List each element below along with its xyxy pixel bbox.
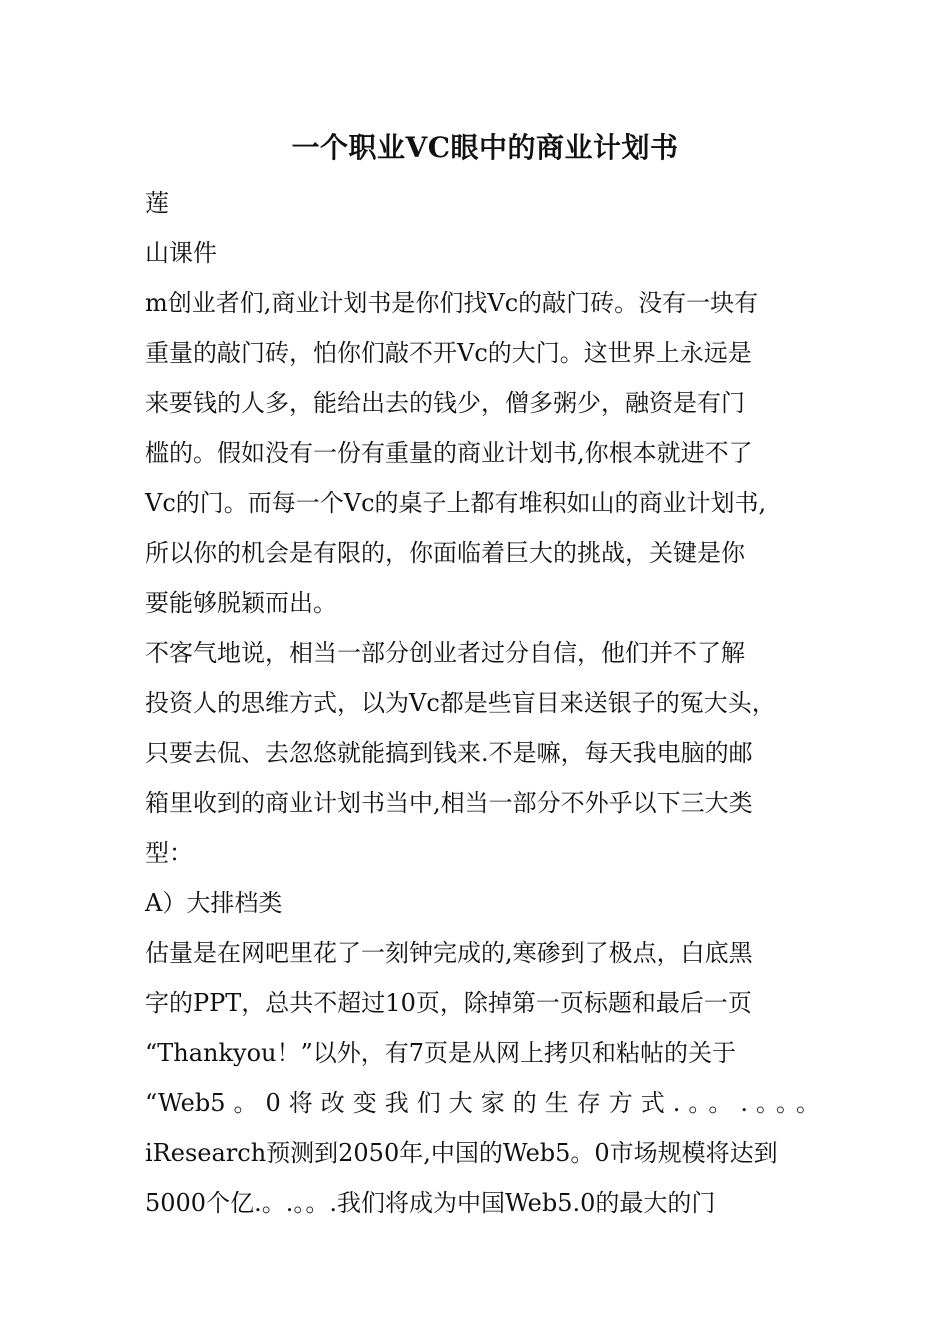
text-line: 山课件 xyxy=(145,239,217,267)
text-line: m创业者们,商业计划书是你们找Vc的敲门砖。没有一块有 xyxy=(145,289,759,317)
text-line: “Thankyou！”以外，有7页是从网上拷贝和粘帖的关于 xyxy=(145,1039,737,1067)
document-title: 一个职业VC眼中的商业计划书 xyxy=(291,131,679,164)
text-line: 重量的敲门砖，怕你们敲不开Vc的大门。这世界上永远是 xyxy=(145,339,752,367)
text-line: 5000个亿.。.。。.我们将成为中国Web5.0的最大的门 xyxy=(145,1189,716,1217)
text-line: 要能够脱颖而出。 xyxy=(145,589,337,617)
text-line: 不客气地说，相当一部分创业者过分自信，他们并不了解 xyxy=(145,639,745,667)
text-line: 投资人的思维方式，以为Vc都是些盲目来送银子的冤大头， xyxy=(145,689,776,717)
text-line: 字的PPT，总共不超过10页，除掉第一页标题和最后一页 xyxy=(145,989,752,1017)
text-line: 箱里收到的商业计划书当中,相当一部分不外乎以下三大类 xyxy=(145,789,753,817)
document-body xyxy=(145,178,820,1228)
text-line: 来要钱的人多，能给出去的钱少，僧多粥少，融资是有门 xyxy=(145,389,745,417)
text-line: 槛的。假如没有一份有重量的商业计划书,你根本就进不了 xyxy=(145,439,753,467)
text-line: 所以你的机会是有限的，你面临着巨大的挑战，关键是你 xyxy=(145,539,745,567)
text-line: 型： xyxy=(145,839,193,867)
text-line: Vc的门。而每一个Vc的桌子上都有堆积如山的商业计划书, xyxy=(145,489,767,517)
text-line: iResearch预测到2050年,中国的Web5。0市场规模将达到 xyxy=(145,1139,778,1167)
text-line: 莲 xyxy=(145,189,169,217)
text-line: “Web5。0将改变我们大家的生存方式.。。.。。。 xyxy=(145,1089,820,1117)
text-line: A）大排档类 xyxy=(145,889,283,917)
text-line: 只要去侃、去忽悠就能搞到钱来.不是嘛，每天我电脑的邮 xyxy=(145,739,753,767)
text-line: 估量是在网吧里花了一刻钟完成的,寒碜到了极点，白底黑 xyxy=(145,939,753,967)
